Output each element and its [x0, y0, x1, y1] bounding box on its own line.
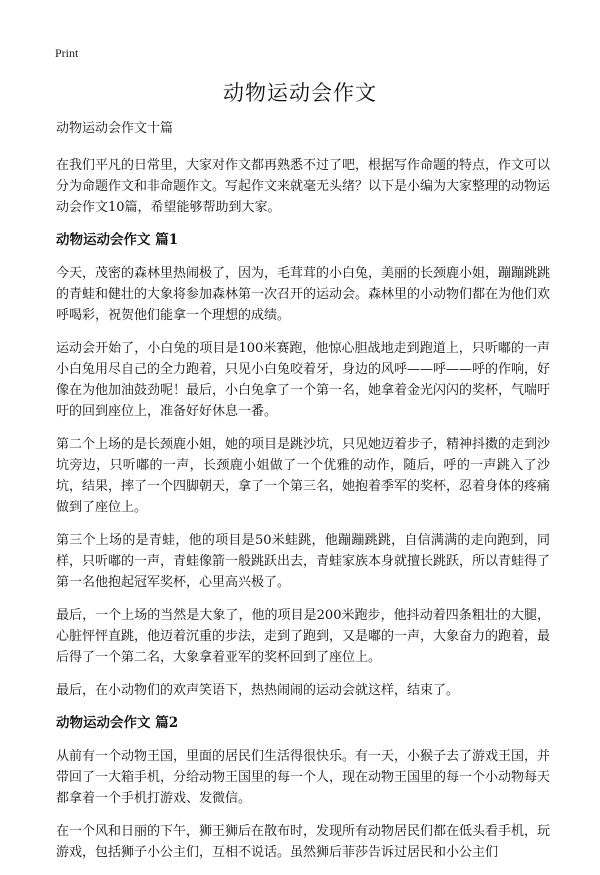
paragraph: 运动会开始了，小白兔的项目是100米赛跑，他惊心胆战地走到跑道上，只听嘟的一声小白兔用尽自己的全力跑着，只见小白兔咬着牙，身边的风呼——呼——呼的作响，好像在为他加油鼓劲呢！最后，小白兔拿了一个第一名，她拿着金光闪闪的奖杯，气喘吁吁的回到座位上，准备好好休息一番。 — [56, 341, 551, 419]
paragraph: 从前有一个动物王国，里面的居民们生活得很快乐。有一天，小猴子去了游戏王国，并带回了一大箱手机，分给动物王国里的每一个人，现在动物王国里的每一个小动物每天都拿着一个手机打游戏、发微信。 — [56, 749, 551, 806]
paragraph: 最后，一个上场的当然是大象了，他的项目是200米跑步，他抖动着四条粗壮的大腿，心脏怦怦直跳，他迈着沉重的步法，走到了跑到，又是嘟的一声，大象奋力的跑着，最后得了一个第二名，大象拿着亚军的奖杯回到了座位上。 — [56, 608, 551, 665]
print-link[interactable]: Print — [55, 46, 79, 60]
paragraph: 最后，在小动物们的欢声笑语下，热热闹闹的运动会就这样，结束了。 — [56, 683, 460, 698]
paragraph: 在一个风和日丽的下午，狮王狮后在散布时，发现所有动物居民们都在低头看手机，玩游戏，包括狮子小公主们，互相不说话。虽然狮后菲莎告诉过居民和小公主们 — [56, 824, 551, 860]
section-heading-1: 动物运动会作文 篇1 — [56, 232, 179, 248]
intro-paragraph: 在我们平凡的日常里，大家对作文都再熟悉不过了吧，根据写作命题的特点，作文可以分为命题作文和非命题作文。写起作文来就毫无头绪？以下是小编为大家整理的动物运动会作文10篇，希望能够帮助到大家。 — [56, 158, 551, 215]
paragraph: 第二个上场的是长颈鹿小姐，她的项目是跳沙坑，只见她迈着步子，精神抖擞的走到沙坑旁边，只听嘟的一声，长颈鹿小姐做了一个优雅的动作，随后，呼的一声跳入了沙坑，结果，摔了一个四脚朝天，拿了一个第三名，她抱着季军的奖杯，忍着身体的疼痛做到了座位上。 — [56, 437, 551, 515]
paragraph: 今天，茂密的森林里热闹极了，因为，毛茸茸的小白兔，美丽的长颈鹿小姐，蹦蹦跳跳的青蛙和健壮的大象将参加森林第一次召开的运动会。森林里的小动物们都在为他们欢呼喝彩，祝贺他们能拿一个理想的成绩。 — [56, 266, 551, 323]
section-heading-2: 动物运动会作文 篇2 — [56, 715, 179, 731]
article-body — [56, 118, 550, 875]
page-title: 动物运动会作文 — [223, 81, 377, 105]
paragraph: 第三个上场的是青蛙，他的项目是50米蛙跳，他蹦蹦跳跳，自信满满的走向跑到，同样，只听嘟的一声，青蛙像箭一般跳跃出去，青蛙家族本身就擅长跳跃，所以青蛙得了第一名他抱起冠军奖杯，心里高兴极了。 — [56, 533, 551, 590]
article-subtitle: 动物运动会作文十篇 — [56, 121, 174, 136]
